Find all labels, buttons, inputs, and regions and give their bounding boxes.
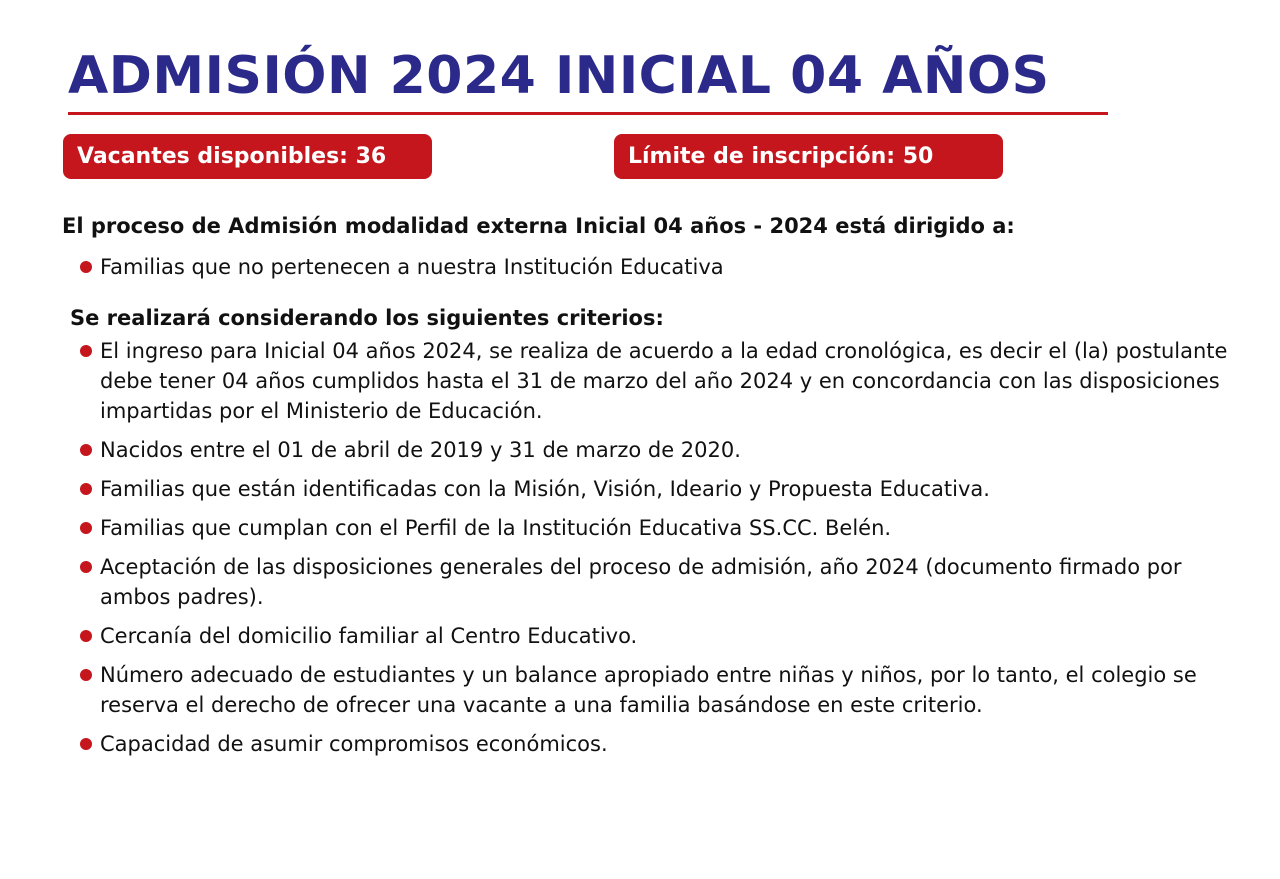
criteria-heading: Se realizará considerando los siguientes criterios: <box>70 306 664 330</box>
list-item <box>80 252 1230 282</box>
list-item <box>80 621 1230 651</box>
bullet-icon <box>80 561 92 573</box>
bullet-icon <box>80 261 92 273</box>
bullet-icon <box>80 522 92 534</box>
list-item <box>80 552 1230 612</box>
list-item <box>80 660 1230 720</box>
list-item <box>80 729 1230 759</box>
list-item <box>80 435 1230 465</box>
enrollment-limit-badge: Límite de inscripción: 50 <box>614 134 1003 179</box>
title-divider <box>68 112 1108 115</box>
list-item-text: Número adecuado de estudiantes y un balance apropiado entre niñas y niños, por lo tanto, el colegio se reserva el derecho de ofrecer una vacante a una familia basándose en este criterio. <box>100 663 1197 717</box>
list-item-text: Capacidad de asumir compromisos económicos. <box>100 732 608 756</box>
list-item-text: El ingreso para Inicial 04 años 2024, se realiza de acuerdo a la edad cronológica, es decir el (la) postulante debe tener 04 años cumplidos hasta el 31 de marzo del año 2024 y en concordancia con las disposiciones impartidas por el Ministerio de Educación. <box>100 339 1228 423</box>
bullet-icon <box>80 444 92 456</box>
bullet-icon <box>80 738 92 750</box>
list-item-text: Cercanía del domicilio familiar al Centro Educativo. <box>100 624 638 648</box>
list-item <box>80 474 1230 504</box>
list-item-text: Familias que están identificadas con la Misión, Visión, Ideario y Propuesta Educativa. <box>100 477 990 501</box>
audience-heading: El proceso de Admisión modalidad externa Inicial 04 años - 2024 está dirigido a: <box>62 214 1015 238</box>
bullet-icon <box>80 483 92 495</box>
bullet-icon <box>80 630 92 642</box>
list-item <box>80 336 1230 426</box>
bullet-icon <box>80 345 92 357</box>
vacancies-badge: Vacantes disponibles: 36 <box>63 134 432 179</box>
criteria-list <box>80 336 1230 768</box>
bullet-icon <box>80 669 92 681</box>
list-item-text: Aceptación de las disposiciones generales del proceso de admisión, año 2024 (documento firmado por ambos padres). <box>100 555 1182 609</box>
list-item-text: Familias que no pertenecen a nuestra Institución Educativa <box>100 255 724 279</box>
audience-list <box>80 252 1230 291</box>
list-item-text: Familias que cumplan con el Perfil de la Institución Educativa SS.CC. Belén. <box>100 516 892 540</box>
list-item-text: Nacidos entre el 01 de abril de 2019 y 31 de marzo de 2020. <box>100 438 741 462</box>
list-item <box>80 513 1230 543</box>
page-title: ADMISIÓN 2024 INICIAL 04 AÑOS <box>68 46 1050 106</box>
